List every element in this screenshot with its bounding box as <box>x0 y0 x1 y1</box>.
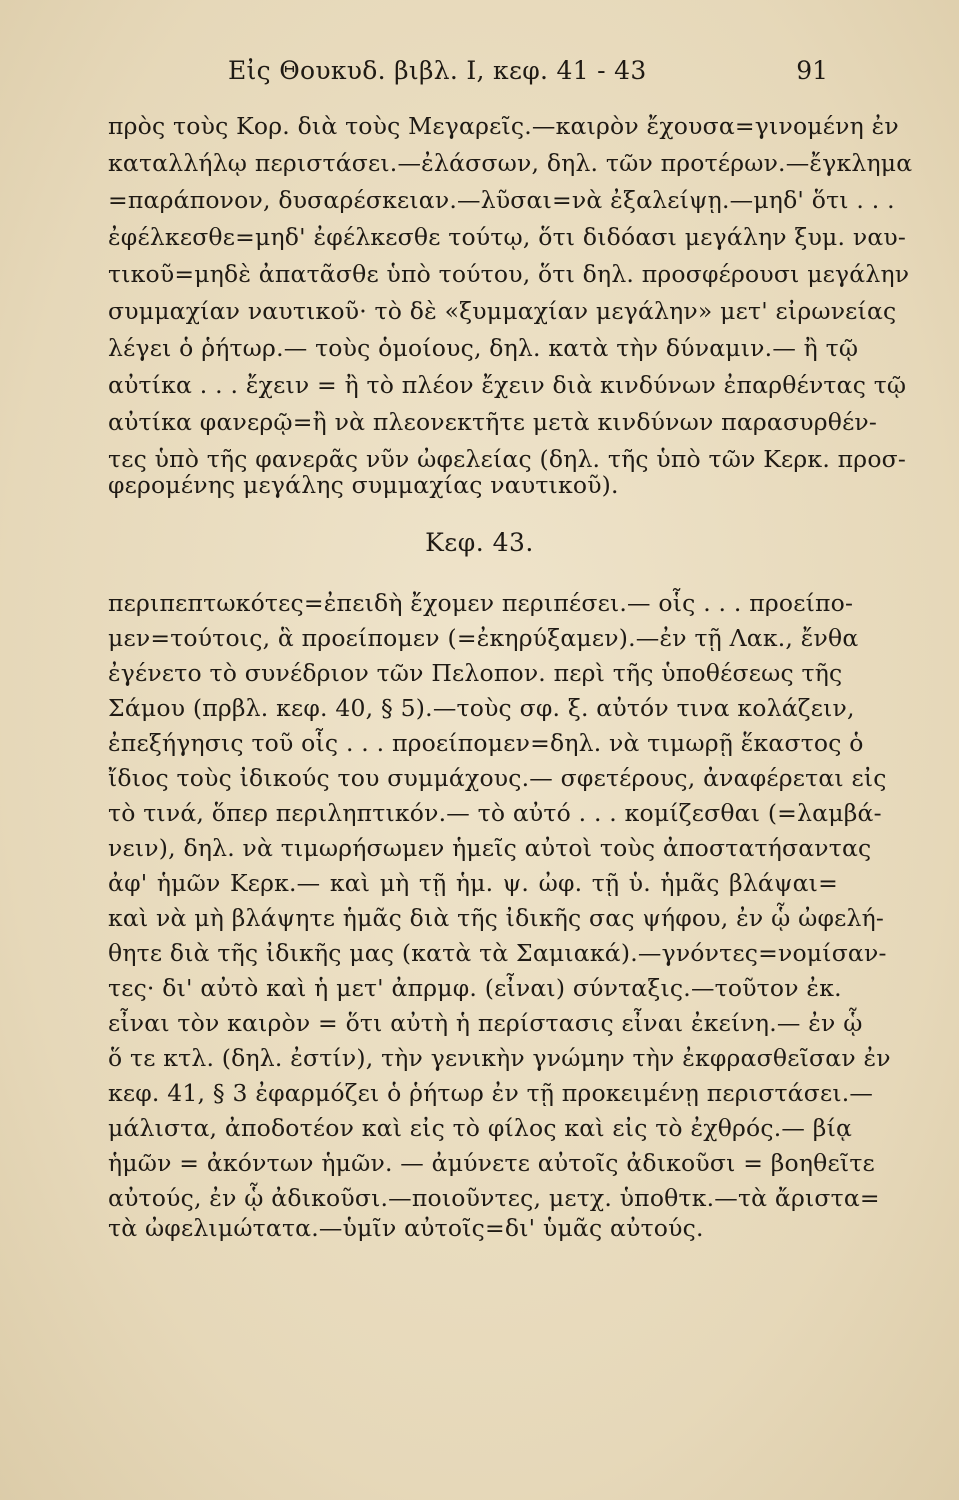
text-line: περιπεπτωκότες=ἐπειδὴ ἔχομεν περιπέσει.— οἷς . . . προείπο- <box>108 589 854 617</box>
text-line: ἡμῶν = ἀκόντων ἡμῶν. — ἀμύνετε αὐτοῖς ἀδικοῦσι = βοηθεῖτε <box>108 1149 875 1177</box>
text-line: τες· δι' αὐτὸ καὶ ἡ μετ' ἀπρμφ. (εἶναι) σύνταξις.—τοῦτον ἐκ. <box>108 974 842 1002</box>
text-line: ἴδιος τοὺς ἰδικούς του συμμάχους.— σφετέρους, ἀναφέρεται εἰς <box>108 764 887 792</box>
text-line: συμμαχίαν ναυτικοῦ· τὸ δὲ «ξυμμαχίαν μεγάλην» μετ' εἰρωνείας <box>108 297 897 325</box>
text-line: ἐγένετο τὸ συνέδριον τῶν Πελοπον. περὶ τῆς ὑποθέσεως τῆς <box>108 659 843 687</box>
text-line: καταλλήλῳ περιστάσει.—ἐλάσσων, δηλ. τῶν προτέρων.—ἔγκλημα <box>108 149 913 177</box>
text-line: εἶναι τὸν καιρὸν = ὅτι αὐτὴ ἡ περίστασις εἶναι ἐκείνη.— ἐν ᾧ <box>108 1009 863 1037</box>
text-line: καὶ νὰ μὴ βλάψητε ἡμᾶς διὰ τῆς ἰδικῆς σας ψήφου, ἐν ᾧ ὠφελή- <box>108 904 885 932</box>
text-line: πρὸς τοὺς Κορ. διὰ τοὺς Μεγαρεῖς.—καιρὸν ἔχουσα=γινομένη ἐν <box>108 112 899 140</box>
chapter-heading: Κεφ. 43. <box>425 528 534 557</box>
text-line: =παράπονον, δυσαρέσκειαν.—λῦσαι=νὰ ἐξαλείψῃ.—μηδ' ὅτι . . . <box>108 186 895 214</box>
text-line: φερομένης μεγάλης συμμαχίας ναυτικοῦ). <box>108 471 619 499</box>
text-line: τὰ ὠφελιμώτατα.—ὑμῖν αὐτοῖς=δι' ὑμᾶς αὐτούς. <box>108 1214 704 1242</box>
text-line: λέγει ὁ ῥήτωρ.— τοὺς ὁμοίους, δηλ. κατὰ τὴν δύναμιν.— ἢ τῷ <box>108 334 859 362</box>
text-line: μεν=τούτοις, ἃ προείπομεν (=ἐκηρύξαμεν).—ἐν τῇ Λακ., ἔνθα <box>108 624 859 652</box>
text-line: αὐτούς, ἐν ᾧ ἀδικοῦσι.—ποιοῦντες, μετχ. ὑποθτκ.—τὰ ἄριστα= <box>108 1184 880 1212</box>
text-line: τες ὑπὸ τῆς φανερᾶς νῦν ὠφελείας (δηλ. τῆς ὑπὸ τῶν Κερκ. προσ- <box>108 445 907 473</box>
text-line: αὐτίκα φανερῷ=ἢ νὰ πλεονεκτῆτε μετὰ κινδύνων παρασυρθέν- <box>108 408 878 436</box>
page-number: 91 <box>796 56 828 85</box>
text-line: νειν), δηλ. νὰ τιμωρήσωμεν ἡμεῖς αὐτοὶ τοὺς ἀποστατήσαντας <box>108 834 872 862</box>
page-header <box>228 52 828 92</box>
text-line: ἐπεξήγησις τοῦ οἷς . . . προείπομεν=δηλ. νὰ τιμωρῇ ἕκαστος ὁ <box>108 729 864 757</box>
text-line: ἐφέλκεσθε=μηδ' ἐφέλκεσθε τούτῳ, ὅτι διδόασι μεγάλην ξυμ. ναυ- <box>108 223 907 251</box>
text-line: αὐτίκα . . . ἔχειν = ἢ τὸ πλέον ἔχειν διὰ κινδύνων ἐπαρθέντας τῷ <box>108 371 907 399</box>
text-line: μάλιστα, ἀποδοτέον καὶ εἰς τὸ φίλος καὶ εἰς τὸ ἐχθρός.— βίᾳ <box>108 1114 853 1142</box>
text-line: ἀφ' ἡμῶν Κερκ.— καὶ μὴ τῇ ἡμ. ψ. ὠφ. τῇ ὑ. ἡμᾶς βλάψαι= <box>108 869 838 897</box>
text-line: Σάμου (πρβλ. κεφ. 40, § 5).—τοὺς σφ. ξ. αὐτόν τινα κολάζειν, <box>108 694 855 722</box>
text-line: τικοῦ=μηδὲ ἀπατᾶσθε ὑπὸ τούτου, ὅτι δηλ. προσφέρουσι μεγάλην <box>108 260 910 288</box>
text-line: τὸ τινά, ὅπερ περιληπτικόν.— τὸ αὐτό . . . κομίζεσθαι (=λαμβά- <box>108 799 882 827</box>
text-line: ὅ τε κτλ. (δηλ. ἐστίν), τὴν γενικὴν γνώμην τὴν ἐκφρασθεῖσαν ἐν <box>108 1044 891 1072</box>
text-line: κεφ. 41, § 3 ἐφαρμόζει ὁ ῥήτωρ ἐν τῇ προκειμένῃ περιστάσει.— <box>108 1079 874 1107</box>
text-line: θητε διὰ τῆς ἰδικῆς μας (κατὰ τὰ Σαμιακά).—γνόντες=νομίσαν- <box>108 939 887 967</box>
running-title: Εἰς Θουκυδ. βιβλ. Ι, κεφ. 41 - 43 <box>228 56 647 85</box>
